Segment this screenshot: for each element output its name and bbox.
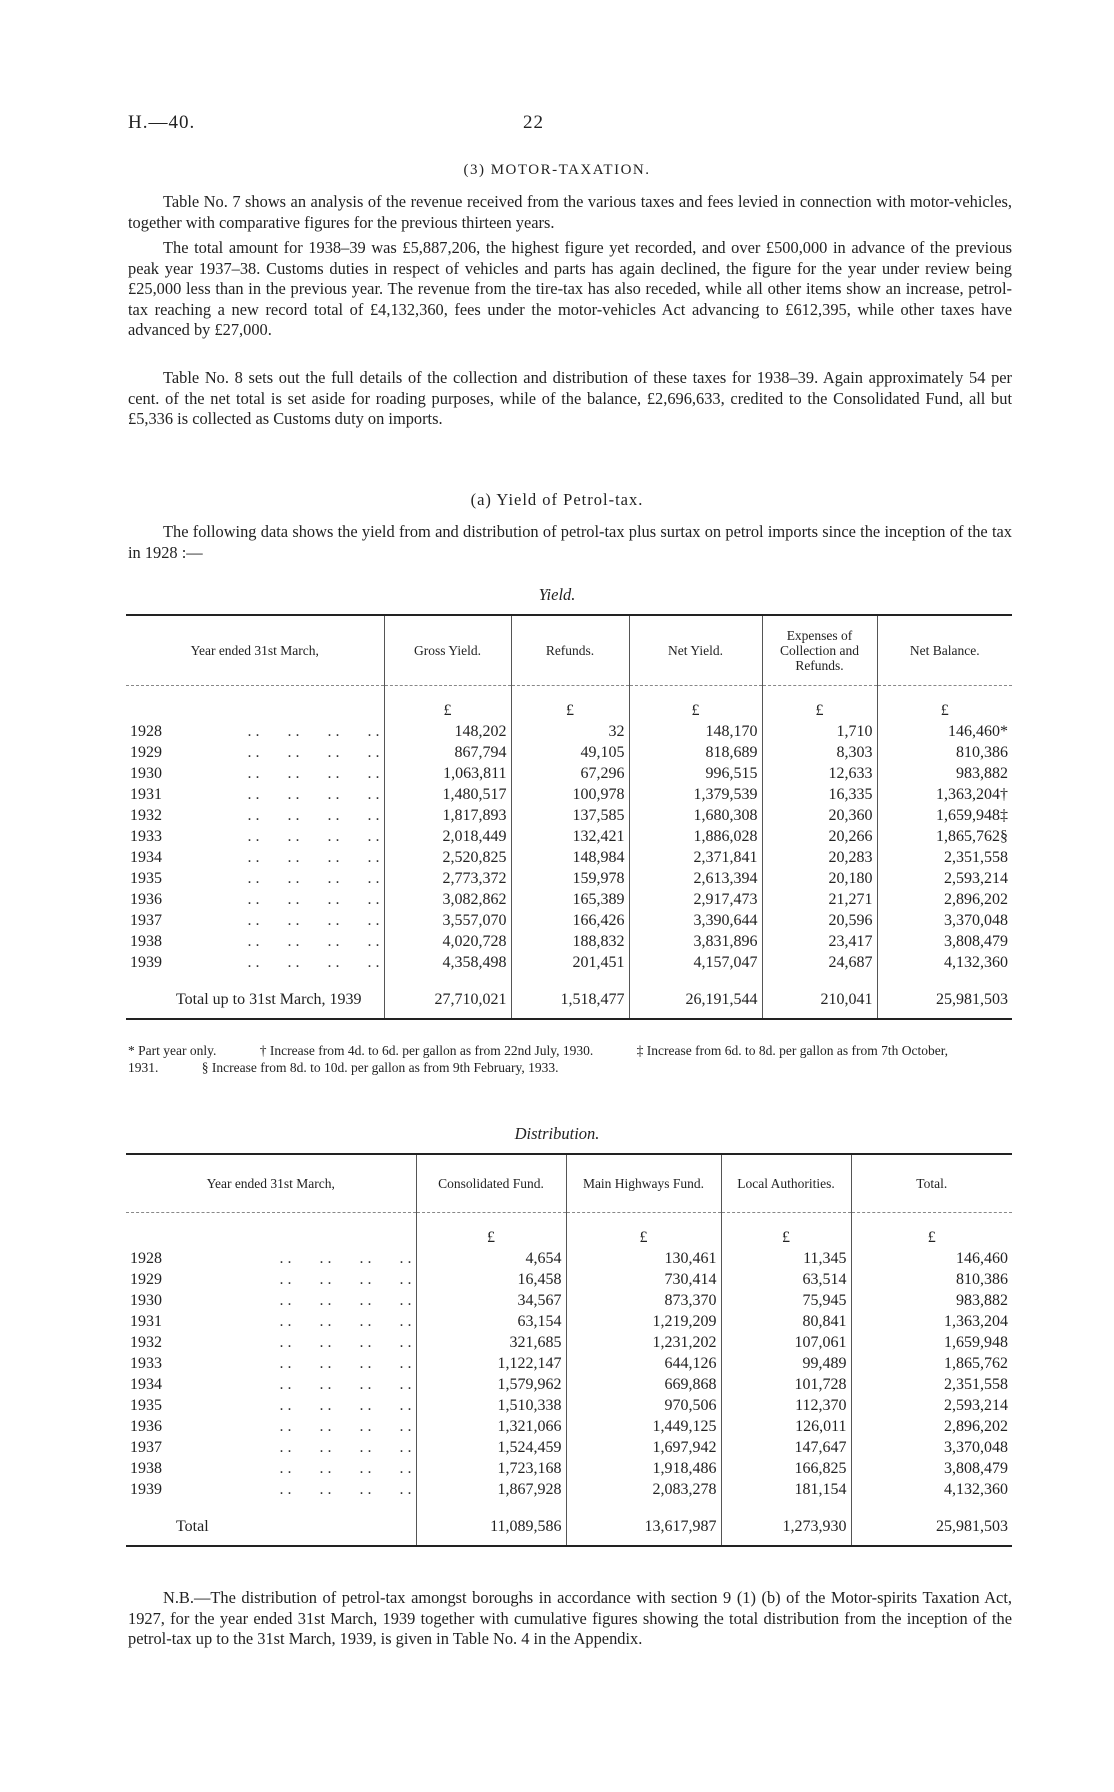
dist-total-cell: 11,089,586 <box>416 1500 566 1546</box>
yield-value-cell: 2,593,214 <box>877 868 1012 889</box>
yield-year-cell <box>126 721 384 742</box>
yield-unit-cell: £ <box>511 685 629 721</box>
dist-value-cell: 1,723,168 <box>416 1458 566 1479</box>
yield-value-cell: 148,170 <box>629 721 762 742</box>
dist-value-cell: 644,126 <box>566 1353 721 1374</box>
leader-dots: . . . . . . . . <box>279 1291 412 1309</box>
dist-total-row <box>126 1500 1012 1546</box>
dist-value-cell: 1,918,486 <box>566 1458 721 1479</box>
dist-header-highways: Main Highways Fund. <box>566 1154 721 1212</box>
yield-value-cell: 20,360 <box>762 805 877 826</box>
dist-value-cell: 2,083,278 <box>566 1479 721 1500</box>
yield-year-label: 1931 <box>130 785 162 803</box>
yield-year-label: 1935 <box>130 869 162 887</box>
yield-value-cell: 148,202 <box>384 721 511 742</box>
dist-year-label: 1934 <box>130 1375 162 1393</box>
paragraph-total-amount: The total amount for 1938–39 was £5,887,206, the highest figure yet recorded, and over £500,000 in advance of the previous peak year 1937–38. Customs duties in respect of vehicles and parts has again declined, the figure for the year under review being £25,000 less than in the previous year. The revenue from the tire-tax has also receded, while all other items show an increase, petrol-tax reaching a new record total of £4,132,360, fees under the motor-vehicles Act advancing to £612,395, while other taxes have advanced by £27,000. <box>128 238 1012 340</box>
distribution-table <box>126 1153 1012 1547</box>
table-row <box>126 784 1012 805</box>
dist-year-cell <box>126 1479 416 1500</box>
dist-total-cell: 25,981,503 <box>851 1500 1012 1546</box>
dist-value-cell: 1,219,209 <box>566 1311 721 1332</box>
dist-value-cell: 3,808,479 <box>851 1458 1012 1479</box>
table-row <box>126 721 1012 742</box>
yield-value-cell: 2,371,841 <box>629 847 762 868</box>
dist-year-cell <box>126 1395 416 1416</box>
yield-year-cell <box>126 910 384 931</box>
dist-value-cell: 1,697,942 <box>566 1437 721 1458</box>
dist-value-cell: 1,659,948 <box>851 1332 1012 1353</box>
yield-value-cell: 132,421 <box>511 826 629 847</box>
yield-year-cell <box>126 805 384 826</box>
yield-value-cell: 1,063,811 <box>384 763 511 784</box>
dist-unit-cell: £ <box>851 1212 1012 1248</box>
dist-value-cell: 669,868 <box>566 1374 721 1395</box>
yield-year-label: 1934 <box>130 848 162 866</box>
dist-header-consolidated: Consolidated Fund. <box>416 1154 566 1212</box>
dist-value-cell: 1,321,066 <box>416 1416 566 1437</box>
dist-value-cell: 80,841 <box>721 1311 851 1332</box>
distribution-table-caption: Distribution. <box>514 1124 600 1143</box>
page-number: 22 <box>523 112 544 133</box>
yield-value-cell: 49,105 <box>511 742 629 763</box>
yield-value-cell: 2,773,372 <box>384 868 511 889</box>
dist-header-year: Year ended 31st March, <box>126 1154 416 1212</box>
yield-value-cell: 23,417 <box>762 931 877 952</box>
yield-value-cell: 201,451 <box>511 952 629 973</box>
dist-year-label: 1938 <box>130 1459 162 1477</box>
yield-total-cell: 26,191,544 <box>629 973 762 1019</box>
leader-dots: . . . . . . . . <box>279 1375 412 1393</box>
dist-value-cell: 2,593,214 <box>851 1395 1012 1416</box>
dist-value-cell: 2,896,202 <box>851 1416 1012 1437</box>
yield-year-cell <box>126 868 384 889</box>
footnotes <box>128 1042 1012 1076</box>
yield-unit-cell: £ <box>629 685 762 721</box>
yield-value-cell: 1,659,948‡ <box>877 805 1012 826</box>
table-row <box>126 910 1012 931</box>
dist-value-cell: 3,370,048 <box>851 1437 1012 1458</box>
document-reference: H.—40. <box>128 112 196 133</box>
yield-value-cell: 4,132,360 <box>877 952 1012 973</box>
yield-total-cell: 1,518,477 <box>511 973 629 1019</box>
yield-total-cell: 25,981,503 <box>877 973 1012 1019</box>
yield-value-cell: 2,613,394 <box>629 868 762 889</box>
dist-unit-cell: £ <box>416 1212 566 1248</box>
dist-unit-cell: £ <box>721 1212 851 1248</box>
dist-value-cell: 16,458 <box>416 1269 566 1290</box>
table-row <box>126 1353 1012 1374</box>
yield-year-cell <box>126 847 384 868</box>
yield-value-cell: 996,515 <box>629 763 762 784</box>
dist-value-cell: 1,122,147 <box>416 1353 566 1374</box>
dist-value-cell: 146,460 <box>851 1248 1012 1269</box>
yield-year-label: 1939 <box>130 953 162 971</box>
leader-dots: . . . . . . . . <box>247 722 380 740</box>
dist-year-cell <box>126 1248 416 1269</box>
table-row <box>126 1248 1012 1269</box>
yield-year-cell <box>126 889 384 910</box>
yield-year-label: 1929 <box>130 743 162 761</box>
paragraph-intro: Table No. 7 shows an analysis of the revenue received from the various taxes and fees levied in connection with motor-vehicles, together with comparative figures for the previous thirteen years. <box>128 192 1012 232</box>
dist-year-cell <box>126 1437 416 1458</box>
yield-value-cell: 137,585 <box>511 805 629 826</box>
dist-value-cell: 1,510,338 <box>416 1395 566 1416</box>
dist-value-cell: 1,867,928 <box>416 1479 566 1500</box>
dist-value-cell: 1,231,202 <box>566 1332 721 1353</box>
dist-year-label: 1928 <box>130 1249 162 1267</box>
dist-year-label: 1930 <box>130 1291 162 1309</box>
dist-value-cell: 147,647 <box>721 1437 851 1458</box>
dist-year-label: 1939 <box>130 1480 162 1498</box>
dist-value-cell: 101,728 <box>721 1374 851 1395</box>
leader-dots: . . . . . . . . <box>247 869 380 887</box>
dist-year-cell <box>126 1374 416 1395</box>
dist-value-cell: 11,345 <box>721 1248 851 1269</box>
yield-unit-blank <box>126 685 384 721</box>
yield-value-cell: 2,520,825 <box>384 847 511 868</box>
yield-year-label: 1936 <box>130 890 162 908</box>
dist-value-cell: 1,363,204 <box>851 1311 1012 1332</box>
yield-value-cell: 20,283 <box>762 847 877 868</box>
yield-value-cell: 1,710 <box>762 721 877 742</box>
leader-dots: . . . . . . . . <box>247 911 380 929</box>
yield-value-cell: 3,390,644 <box>629 910 762 931</box>
dist-year-cell <box>126 1416 416 1437</box>
leader-dots: . . . . . . . . <box>279 1417 412 1435</box>
dist-value-cell: 126,011 <box>721 1416 851 1437</box>
dist-value-cell: 810,386 <box>851 1269 1012 1290</box>
yield-value-cell: 983,882 <box>877 763 1012 784</box>
yield-year-label: 1932 <box>130 806 162 824</box>
footnote-part-year: * Part year only. <box>128 1043 217 1058</box>
table-row <box>126 952 1012 973</box>
table-row <box>126 1269 1012 1290</box>
yield-table-body <box>126 685 1012 1019</box>
table-row <box>126 1479 1012 1500</box>
dist-year-label: 1937 <box>130 1438 162 1456</box>
yield-header-refunds: Refunds. <box>511 615 629 685</box>
dist-year-cell <box>126 1311 416 1332</box>
yield-value-cell: 1,379,539 <box>629 784 762 805</box>
footnote-dagger: † Increase from 4d. to 6d. per gallon as from 22nd July, 1930. <box>259 1043 594 1058</box>
leader-dots: . . . . . . . . <box>247 764 380 782</box>
dist-value-cell: 4,132,360 <box>851 1479 1012 1500</box>
yield-value-cell: 1,817,893 <box>384 805 511 826</box>
yield-header-expenses: Expenses of Collection and Refunds. <box>762 615 877 685</box>
dist-value-cell: 4,654 <box>416 1248 566 1269</box>
leader-dots: . . . . . . . . <box>279 1249 412 1267</box>
dist-year-label: 1936 <box>130 1417 162 1435</box>
leader-dots: . . . . . . . . <box>279 1333 412 1351</box>
footnote-section: § Increase from 8d. to 10d. per gallon as from 9th February, 1933. <box>201 1060 559 1075</box>
yield-value-cell: 3,831,896 <box>629 931 762 952</box>
dist-total-cell: 1,273,930 <box>721 1500 851 1546</box>
leader-dots: . . . . . . . . <box>247 932 380 950</box>
dist-value-cell: 970,506 <box>566 1395 721 1416</box>
yield-header-gross: Gross Yield. <box>384 615 511 685</box>
leader-dots: . . . . . . . . <box>247 890 380 908</box>
table-row <box>126 931 1012 952</box>
leader-dots: . . . . . . . . <box>247 953 380 971</box>
yield-value-cell: 1,480,517 <box>384 784 511 805</box>
yield-table-caption: Yield. <box>538 585 576 604</box>
yield-value-cell: 1,886,028 <box>629 826 762 847</box>
leader-dots: . . . . . . . . <box>247 827 380 845</box>
dist-year-label: 1932 <box>130 1333 162 1351</box>
dist-value-cell: 983,882 <box>851 1290 1012 1311</box>
yield-value-cell: 810,386 <box>877 742 1012 763</box>
yield-value-cell: 24,687 <box>762 952 877 973</box>
yield-unit-cell: £ <box>762 685 877 721</box>
table-row <box>126 1458 1012 1479</box>
yield-value-cell: 20,266 <box>762 826 877 847</box>
dist-value-cell: 1,579,962 <box>416 1374 566 1395</box>
yield-header-balance: Net Balance. <box>877 615 1012 685</box>
dist-unit-row <box>126 1212 1012 1248</box>
nb-note: N.B.—The distribution of petrol-tax amongst boroughs in accordance with section 9 (1) (b) of the Motor-spirits Taxation Act, 1927, for the year ended 31st March, 1939 together with cumulative figures showing the total distribution from the inception of the petrol-tax up to the 31st March, 1939, is given in Table No. 4 in the Appendix. <box>128 1588 1012 1649</box>
dist-value-cell: 181,154 <box>721 1479 851 1500</box>
yield-value-cell: 12,633 <box>762 763 877 784</box>
yield-year-label: 1938 <box>130 932 162 950</box>
yield-total-cell: 210,041 <box>762 973 877 1019</box>
dist-year-cell <box>126 1353 416 1374</box>
table-row <box>126 1437 1012 1458</box>
dist-value-cell: 1,449,125 <box>566 1416 721 1437</box>
yield-unit-cell: £ <box>384 685 511 721</box>
yield-total-cell: 27,710,021 <box>384 973 511 1019</box>
dist-value-cell: 34,567 <box>416 1290 566 1311</box>
yield-year-cell <box>126 952 384 973</box>
dist-year-cell <box>126 1269 416 1290</box>
yield-year-cell <box>126 931 384 952</box>
yield-value-cell: 159,978 <box>511 868 629 889</box>
leader-dots: . . . . . . . . <box>247 848 380 866</box>
yield-header-year: Year ended 31st March, <box>126 615 384 685</box>
yield-value-cell: 4,020,728 <box>384 931 511 952</box>
yield-value-cell: 16,335 <box>762 784 877 805</box>
dist-value-cell: 63,154 <box>416 1311 566 1332</box>
table-row <box>126 1332 1012 1353</box>
yield-value-cell: 32 <box>511 721 629 742</box>
table-row <box>126 1290 1012 1311</box>
yield-value-cell: 146,460* <box>877 721 1012 742</box>
leader-dots: . . . . . . . . <box>279 1312 412 1330</box>
yield-value-cell: 1,865,762§ <box>877 826 1012 847</box>
table-row <box>126 805 1012 826</box>
leader-dots: . . . . . . . . <box>279 1459 412 1477</box>
yield-value-cell: 2,351,558 <box>877 847 1012 868</box>
yield-value-cell: 2,896,202 <box>877 889 1012 910</box>
distribution-table-body <box>126 1212 1012 1546</box>
yield-value-cell: 3,082,862 <box>384 889 511 910</box>
dist-header-local: Local Authorities. <box>721 1154 851 1212</box>
yield-total-row <box>126 973 1012 1019</box>
yield-year-cell <box>126 763 384 784</box>
dist-year-label: 1931 <box>130 1312 162 1330</box>
dist-value-cell: 75,945 <box>721 1290 851 1311</box>
yield-value-cell: 3,557,070 <box>384 910 511 931</box>
dist-value-cell: 730,414 <box>566 1269 721 1290</box>
yield-value-cell: 21,271 <box>762 889 877 910</box>
subsection-intro: The following data shows the yield from and distribution of petrol-tax plus surtax on petrol imports since the inception of the tax in 1928 :— <box>128 522 1012 562</box>
leader-dots: . . . . . . . . <box>247 806 380 824</box>
yield-value-cell: 4,358,498 <box>384 952 511 973</box>
yield-value-cell: 818,689 <box>629 742 762 763</box>
dist-year-label: 1935 <box>130 1396 162 1414</box>
leader-dots: . . . . . . . . <box>279 1396 412 1414</box>
yield-value-cell: 166,426 <box>511 910 629 931</box>
yield-value-cell: 4,157,047 <box>629 952 762 973</box>
yield-year-label: 1937 <box>130 911 162 929</box>
leader-dots: . . . . . . . . <box>279 1270 412 1288</box>
leader-dots: . . . . . . . . <box>279 1438 412 1456</box>
table-row <box>126 1395 1012 1416</box>
dist-value-cell: 107,061 <box>721 1332 851 1353</box>
table-row <box>126 1311 1012 1332</box>
yield-value-cell: 100,978 <box>511 784 629 805</box>
table-row <box>126 1374 1012 1395</box>
section-title: (3) MOTOR-TAXATION. <box>463 162 651 178</box>
yield-value-cell: 20,596 <box>762 910 877 931</box>
dist-unit-cell: £ <box>566 1212 721 1248</box>
dist-value-cell: 99,489 <box>721 1353 851 1374</box>
footnote-double-dagger: ‡ Increase from 6d. to 8d. per gallon as from 7th October, 1931. <box>128 1043 949 1075</box>
yield-value-cell: 2,018,449 <box>384 826 511 847</box>
yield-value-cell: 3,370,048 <box>877 910 1012 931</box>
dist-total-label: Total <box>126 1500 416 1546</box>
dist-value-cell: 112,370 <box>721 1395 851 1416</box>
dist-total-cell: 13,617,987 <box>566 1500 721 1546</box>
dist-value-cell: 166,825 <box>721 1458 851 1479</box>
yield-value-cell: 1,680,308 <box>629 805 762 826</box>
table-row <box>126 742 1012 763</box>
yield-value-cell: 188,832 <box>511 931 629 952</box>
yield-unit-row <box>126 685 1012 721</box>
dist-year-cell <box>126 1290 416 1311</box>
table-row <box>126 826 1012 847</box>
dist-value-cell: 1,524,459 <box>416 1437 566 1458</box>
dist-unit-blank <box>126 1212 416 1248</box>
table-row <box>126 1416 1012 1437</box>
yield-value-cell: 1,363,204† <box>877 784 1012 805</box>
dist-value-cell: 1,865,762 <box>851 1353 1012 1374</box>
yield-header-net: Net Yield. <box>629 615 762 685</box>
dist-year-label: 1929 <box>130 1270 162 1288</box>
yield-value-cell: 2,917,473 <box>629 889 762 910</box>
yield-value-cell: 165,389 <box>511 889 629 910</box>
leader-dots: . . . . . . . . <box>279 1480 412 1498</box>
leader-dots: . . . . . . . . <box>247 785 380 803</box>
yield-value-cell: 20,180 <box>762 868 877 889</box>
leader-dots: . . . . . . . . <box>247 743 380 761</box>
yield-year-label: 1933 <box>130 827 162 845</box>
yield-value-cell: 8,303 <box>762 742 877 763</box>
yield-year-label: 1930 <box>130 764 162 782</box>
dist-value-cell: 321,685 <box>416 1332 566 1353</box>
yield-total-label: Total up to 31st March, 1939 <box>126 973 384 1019</box>
yield-unit-cell: £ <box>877 685 1012 721</box>
table-row <box>126 868 1012 889</box>
yield-value-cell: 3,808,479 <box>877 931 1012 952</box>
leader-dots: . . . . . . . . <box>279 1354 412 1372</box>
dist-year-cell <box>126 1332 416 1353</box>
dist-value-cell: 63,514 <box>721 1269 851 1290</box>
yield-year-cell <box>126 784 384 805</box>
yield-table <box>126 614 1012 1020</box>
yield-year-label: 1928 <box>130 722 162 740</box>
yield-value-cell: 148,984 <box>511 847 629 868</box>
yield-value-cell: 67,296 <box>511 763 629 784</box>
yield-value-cell: 867,794 <box>384 742 511 763</box>
dist-value-cell: 2,351,558 <box>851 1374 1012 1395</box>
yield-year-cell <box>126 826 384 847</box>
dist-value-cell: 130,461 <box>566 1248 721 1269</box>
dist-header-total: Total. <box>851 1154 1012 1212</box>
table-row <box>126 763 1012 784</box>
dist-value-cell: 873,370 <box>566 1290 721 1311</box>
yield-year-cell <box>126 742 384 763</box>
table-row <box>126 889 1012 910</box>
table-row <box>126 847 1012 868</box>
paragraph-table-8: Table No. 8 sets out the full details of the collection and distribution of these taxes for 1938–39. Again approximately 54 per cent. of the net total is set aside for roading purposes, while of the balance, £2,696,633, credited to the Consolidated Fund, all but £5,336 is collected as Customs duty on imports. <box>128 368 1012 429</box>
subsection-title: (a) Yield of Petrol-tax. <box>470 490 644 509</box>
dist-year-label: 1933 <box>130 1354 162 1372</box>
dist-year-cell <box>126 1458 416 1479</box>
